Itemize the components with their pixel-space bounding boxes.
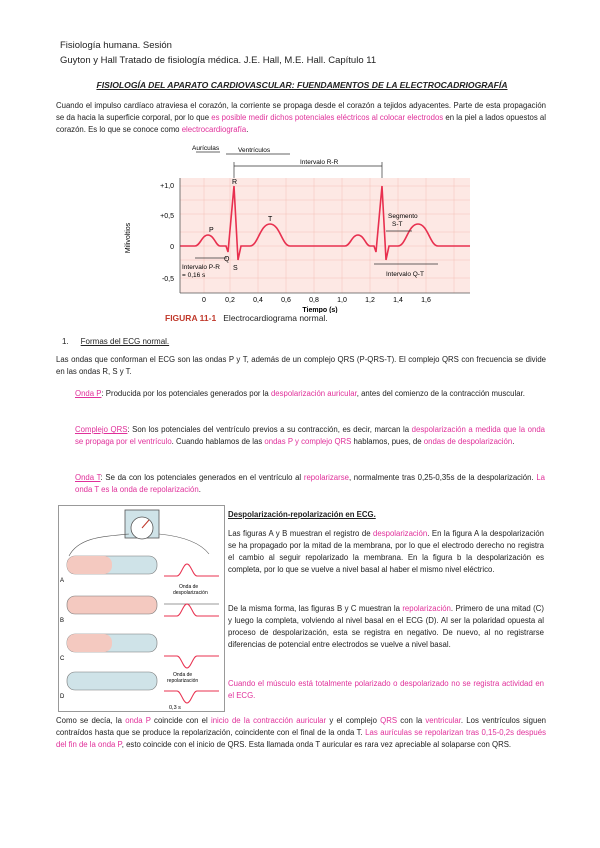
box-para-2: De la misma forma, las figuras B y C muestran la repolarización. Primero de una mitad (C) y luego la completa, volviendo al nivel basal en el ECG (D). Al ser la polaridad opuesta al proceso de despolarización, esta se registra en negativo. De nuevo, al no registrarse diferencias de potencial entre electrodos se vuelve a nivel basal. <box>228 604 544 649</box>
label-onda-desp-1: Onda de <box>179 584 199 590</box>
y-axis-label: Milivoltios <box>125 222 132 254</box>
xtick-6: 1,0 <box>337 297 347 304</box>
xtick-8: 1,4 <box>393 297 403 304</box>
page-title: FISIOLOGÍA DEL APARATO CARDIOVASCULAR: FUENDAMENTOS DE LA ELECTROCADRIOGRAFÍA <box>96 80 508 90</box>
ytick-3: 0 <box>170 244 174 251</box>
label-c: C <box>60 656 65 662</box>
label-segmento-2: S-T <box>392 221 403 228</box>
label-segmento-1: Segmento <box>388 213 418 220</box>
section-heading: 1. Formas del ECG normal. <box>62 337 170 346</box>
depolarization-diagram <box>58 505 225 712</box>
xtick-9: 1,6 <box>421 297 431 304</box>
xtick-3: 0,4 <box>253 297 263 304</box>
cylinder-c <box>60 634 157 662</box>
x-axis-label: Tiempo (s) <box>302 307 338 313</box>
box-para-3: Cuando el músculo está totalmente polarizado o despolarizado no se registra actividad en el ECG. <box>228 679 544 700</box>
xtick-5: 0,8 <box>309 297 319 304</box>
ytick-4: -0,5 <box>161 276 174 283</box>
label-intervalo-pr-2: = 0,16 s <box>182 272 206 279</box>
label-onda-desp-2: despolarización <box>173 590 208 596</box>
label-onda-repol-2: repolarización <box>167 678 199 684</box>
label-d: D <box>60 694 65 700</box>
complejo-qrs-paragraph: Complejo QRS: Son los potenciales del ventrículo previos a su contracción, es decir, marcan la despolarización a medida que la onda se propaga por el ventrículo. Cuando hablamos de las ondas P y complejo QRS hablamos, pues, de ondas de despolarización. <box>75 425 546 446</box>
label-intervalo-rr: Intervalo R-R <box>300 159 339 166</box>
ondas-intro: Las ondas que conforman el ECG son las ondas P y T, además de un complejo QRS (P-QRS-T). El complejo QRS con frecuencia se divide en las ondas R, S y T. <box>56 355 546 376</box>
label-b: B <box>60 618 65 624</box>
onda-p-paragraph: Onda P: Producida por los potenciales generados por la despolarización auricular, antes del comienzo de la contracción muscular. <box>75 389 525 398</box>
label-ventriculos: Ventrículos <box>238 147 271 154</box>
label-auriculas: Aurículas <box>192 145 220 152</box>
label-a: A <box>60 578 65 584</box>
xtick-2: 0,2 <box>225 297 235 304</box>
cylinder-d <box>60 672 157 700</box>
ytick-1: +1,0 <box>160 183 174 190</box>
label-r: R <box>232 179 238 186</box>
label-onda-repol-1: Onda de <box>173 672 193 678</box>
intro-paragraph: Cuando el impulso cardíaco atraviesa el corazón, la corriente se propaga desde el corazón a tejidos adyacentes. Parte de esta propagación se da hacia la superficie corporal, por lo que es posible medir dichos potenciales eléctricos al colocar electrodos en la piel a lados opuestos al corazón. Es lo que se conoce como electrocardiografía. <box>56 101 546 134</box>
label-time: 0,3 s <box>169 705 181 711</box>
box-para-1: Las figuras A y B muestran el registro de despolarización. En la figura A la despolarización se ha propagado por la mitad de la membrana, por lo que el electrodo derecho no registra el cambio al seguir repolarizado la membrana. En la figura b la despolarización es completa, por lo que se vuelve a nivel basal al haber el mismo nivel eléctrico. <box>228 529 544 574</box>
label-p: P <box>209 227 214 234</box>
label-intervalo-pr-1: Intervalo P-R <box>182 264 220 271</box>
figure-caption: FIGURA 11-1 Electrocardiograma normal. <box>165 313 328 323</box>
header-line-2: Guyton y Hall Tratado de fisiología médica. J.E. Hall, M.E. Hall. Capítulo 11 <box>60 55 377 66</box>
label-t: T <box>268 216 273 223</box>
final-paragraph: Como se decía, la onda P coincide con el inicio de la contracción auricular y el complejo QRS con la ventricular. Los ventrículos siguen contraídos hasta que se produce la repolarización, coincidente con el final de la onda T. Las aurículas se repolarizan tras 0,15-0,2s después del fin de la onda P, esto coincide con el inicio de QRS. Esta llamada onda T auricular es rara vez apreciable al solaparse con QRS. <box>56 716 546 749</box>
cylinder-b <box>60 596 157 624</box>
xtick-7: 1,2 <box>365 297 375 304</box>
xtick-1: 0 <box>202 297 206 304</box>
ytick-2: +0,5 <box>160 213 174 220</box>
onda-t-paragraph: Onda T: Se da con los potenciales generados en el ventrículo al repolarizarse, normalmente tras 0,25-0,35s de la despolarización. La onda T es la onda de repolarización. <box>75 473 546 494</box>
cylinder-a <box>60 556 157 584</box>
box-title: Despolarización-repolarización en ECG. <box>228 510 376 519</box>
header-line-1: Fisiología humana. Sesión <box>60 40 172 51</box>
label-intervalo-qt: Intervalo Q-T <box>386 271 424 278</box>
label-s: S <box>233 265 238 272</box>
xtick-4: 0,6 <box>281 297 291 304</box>
label-q: Q <box>224 256 230 263</box>
ecg-figure <box>120 138 480 313</box>
